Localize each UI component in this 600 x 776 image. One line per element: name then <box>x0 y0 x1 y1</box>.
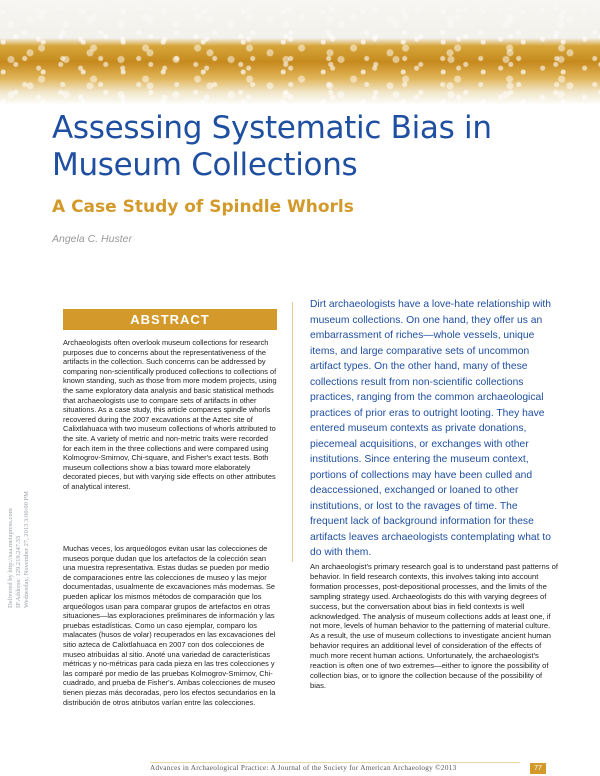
footer-journal: Advances in Archaeological Practice: A Journal of the Society for American Archaeology ©2013 <box>150 764 457 772</box>
intro-paragraph: Dirt archaeologists have a love-hate relationship with museum collections. On one hand, they offer us an embarrassment of riches—whole vessels, unique items, and large comparative sets of uncommon artifact types. On the other hand, many of these collections result from non-scientific collections practices, ranging from the common archaeological practices of prior eras to outright looting. They have entered museum contexts as private donations, piecemeal acquisitions, or exchanges with other institutions. Since entering the museum context, portions of collections may have been culled and deaccessioned, exchanged or loaned to other institutions, or lost to the ravages of time. The frequent lack of background information for these artifacts leaves archaeologists contemplating what to do with them. <box>310 299 551 558</box>
article-subtitle: A Case Study of Spindle Whorls <box>52 197 354 217</box>
abstract-english: Archaeologists often overlook museum collections for research purposes due to concerns about the representativeness of the artifacts in the collection. Such concerns can be addressed by comparing non-scientifically produced collections to collections of known standing, such as those from more modern projects, using the same exploratory data analysis and basic statistical methods that archaeologists use to compare sets of artifacts in other situations. As a case study, this article compares spindle whorls recovered during the 2007 excavations at the Aztec site of Calixtlahuaca with two museum collections of whorls attributed to the site. A variety of metric and non-metric traits were recorded for each item in the three collections and were compared using Kolmogrov-Smirnov, Chi-square, and Fisher's exact tests. Both museum collections show a bias toward more elaborately decorated pieces, but with varying side effects on other attributes of analytical interest. <box>63 338 277 491</box>
author-name: Angela C. Huster <box>52 233 132 245</box>
abstract-spanish: Muchas veces, los arqueólogos evitan usar las colecciones de museos porque dudan que los artefactos de la colección sean una muestra representativa. Estas dudas se pueden por medio de comparaciones entre las colecciones de museo y las mejor documentadas, usualmente de excavaciones más modernas. Se pueden aplicar los mismos métodos de comparación que los arqueólogos usan para comparar grupos de artefactos en otras situaciones—las exploraciones preliminares de información y las pruebas estadísticas. Como un caso ejemplar, comparo los malacates (husos de volar) recuperados en las excavaciones del sitio azteca de Calixtlahuaca en 2007 con dos colecciones de museo atribuidas al sitio. Anoté una variedad de características métricas y no-métricas para cada pieza en las tres colecciones y las comparé por medio de las pruebas Kolmogrov-Smirnov, Chi-cuadrado, and prueba de Fisher's. Ambas colecciones de museo tienen piezas más decoradas, pero los efectos secundarios en la distribución de otros atributos varían entre las colecciones. <box>63 544 276 707</box>
delivery-note-line: Wednesday, November 27, 2013 3:00:00 PM <box>23 491 30 608</box>
column-divider <box>292 302 293 562</box>
header-banner <box>0 0 600 105</box>
delivery-note <box>3 350 31 610</box>
page-number: 77 <box>530 763 546 774</box>
article-title: Assessing Systematic Bias in Museum Collections <box>52 110 492 183</box>
delivery-note-line: Delivered by http://saa.metapress.com <box>7 508 14 608</box>
delivery-note-text <box>7 348 31 608</box>
page-footer <box>0 762 600 776</box>
abstract-heading: ABSTRACT <box>63 309 277 330</box>
footer-rule <box>150 762 520 763</box>
banner-fade <box>0 0 600 40</box>
delivery-note-line: IP Address: 129.219.247.33 <box>15 535 22 608</box>
body-paragraph: An archaeologist's primary research goal is to understand past patterns of behavior. In field research contexts, this involves taking into account formation processes, post-depositional processes, and the limits of the sampling strategy used. Archaeologists do this with varying degrees of success, but the conversation about bias in field contexts is well acknowledged. The analysis of museum collections adds at least one, if not more, levels of human behavior to the patterning of material culture. As a result, the use of museum collections to investigate ancient human behavior requires an additional level of consideration of the effects of much more recent human actions. Unfortunately, the archaeologist's reaction is often one of two extremes—either to ignore the possibility of collection bias, or to ignore the collection because of the possibility of bias. <box>310 562 558 690</box>
